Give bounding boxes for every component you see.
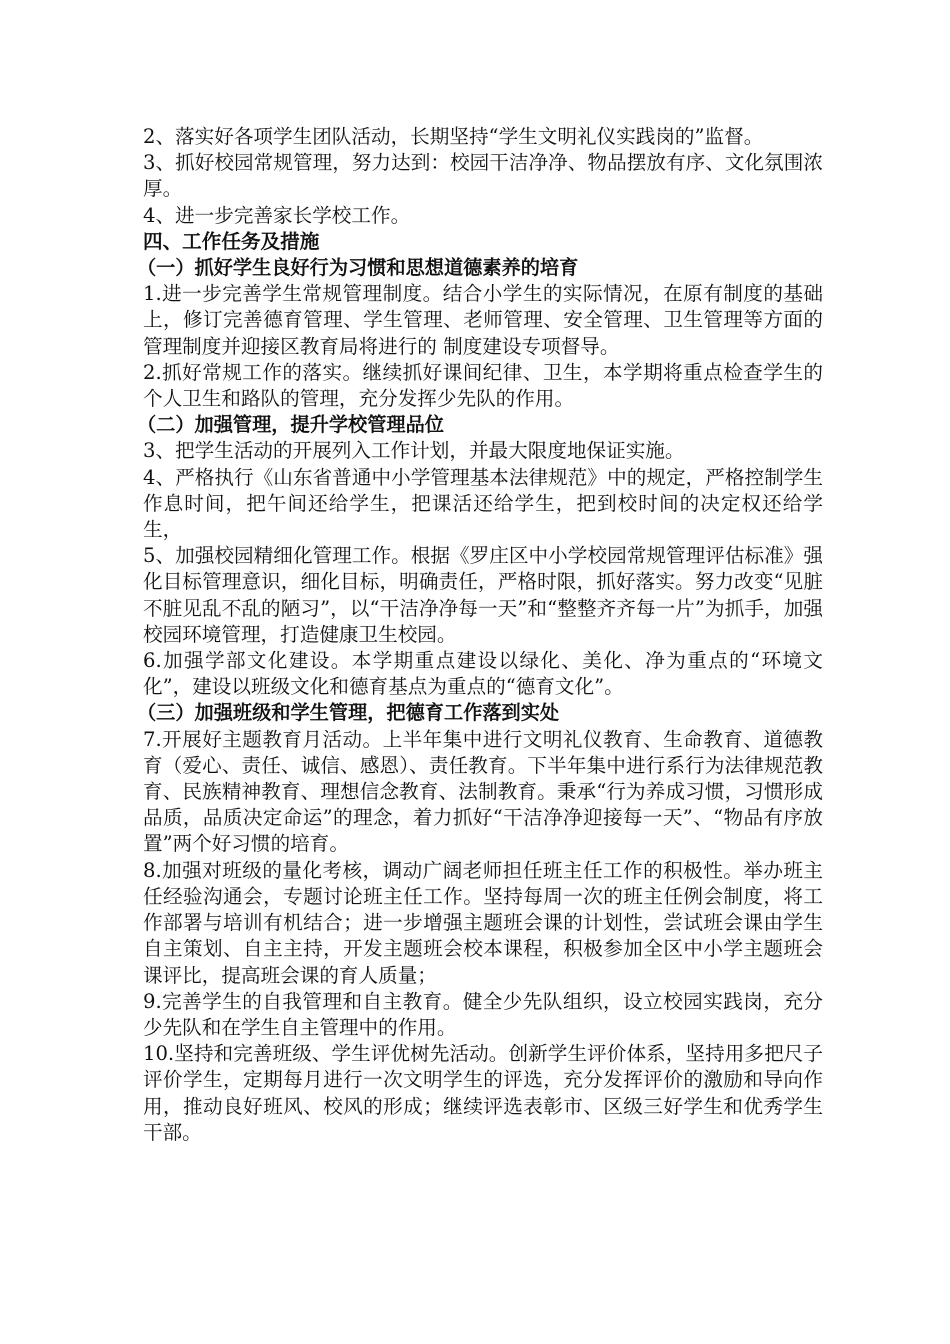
paragraph-measure-1: 1.进一步完善学生常规管理制度。结合小学生的实际情况，在原有制度的基础上，修订完善德育管理、学生管理、老师管理、安全管理、卫生管理等方面的管理制度并迎接区教育局将进行的 制度建设专项督导。: [143, 282, 823, 358]
document-page: [137, 124, 823, 1146]
paragraph-item-2: 2、落实好各项学生团队活动，长期坚持“学生文明礼仪实践岗的”监督。: [143, 125, 764, 148]
paragraph-measure-8: 8.加强对班级的量化考核，调动广阔老师担任班主任工作的积极性。举办班主任经验沟通会，专题讨论班主任工作。坚持每周一次的班主任例会制度，将工作部署与培训有机结合；进一步增强主题班会课的计划性，尝试班会课由学生自主策划、自主主持，开发主题班会校本课程，积极参加全区中小学主题班会课评比，提高班会课的育人质量；: [143, 858, 823, 987]
paragraph-measure-4: 4、严格执行《山东省普通中小学管理基本法律规范》中的规定，严格控制学生作息时间，把午间还给学生，把课活还给学生，把到校时间的决定权还给学生，: [143, 465, 823, 542]
subsection-heading-2: （二）加强管理，提升学校管理品位: [137, 413, 444, 437]
paragraph-measure-6: 6.加强学部文化建设。本学期重点建设以绿化、美化、净为重点的“环境文化”，建设以班级文化和德育基点为重点的“德育文化”。: [143, 649, 823, 699]
paragraph-measure-9: 9.完善学生的自我管理和自主教育。健全少先队组织，设立校园实践岗，充分少先队和在学生自主管理中的作用。: [143, 989, 823, 1039]
paragraph-measure-2: 2.抓好常规工作的落实。继续抓好课间纪律、卫生，本学期将重点检查学生的个人卫生和路队的管理，充分发挥少先队的作用。: [143, 360, 823, 411]
subsection-heading-1: （一）抓好学生良好行为习惯和思想道德素养的培育: [137, 256, 579, 280]
section-heading: 四、工作任务及措施: [143, 229, 320, 253]
paragraph-item-4: 4、进一步完善家长学校工作。: [143, 203, 411, 227]
paragraph-measure-10: 10.坚持和完善班级、学生评优树先活动。创新学生评价体系，坚持用多把尺子评价学生，定期每月进行一次文明学生的评选，充分发挥评价的激励和导向作用，推动良好班风、校风的形成；继续评选表彰市、区级三好学生和优秀学生干部。: [143, 1042, 823, 1144]
paragraph-measure-7: 7.开展好主题教育月活动。上半年集中进行文明礼仪教育、生命教育、道德教育（爱心、责任、诚信、感恩）、责任教育。下半年集中进行系行为法律规范教育、民族精神教育、理想信念教育、法制教育。秉承“行为养成习惯，习惯形成品质，品质决定命运”的理念，着力抓好“干洁净净迎接每一天”、“物品有序放置”两个好习惯的培育。: [143, 727, 823, 856]
paragraph-item-3: 3、抓好校园常规管理，努力达到：校园干洁净净、物品摆放有序、文化氛围浓厚。: [143, 151, 823, 201]
paragraph-measure-5: 5、加强校园精细化管理工作。根据《罗庄区中小学校园常规管理评估标准》强化目标管理意识，细化目标，明确责任，严格时限，抓好落实。努力改变“见脏不脏见乱不乱的陋习”，以“干洁净净每一天”和“整整齐齐每一片”为抓手，加强校园环境管理，打造健康卫生校园。: [143, 544, 823, 646]
subsection-heading-3: （三）加强班级和学生管理，把德育工作落到实处: [137, 701, 560, 725]
paragraph-measure-3: 3、把学生活动的开展列入工作计划，并最大限度地保证实施。: [143, 439, 685, 463]
